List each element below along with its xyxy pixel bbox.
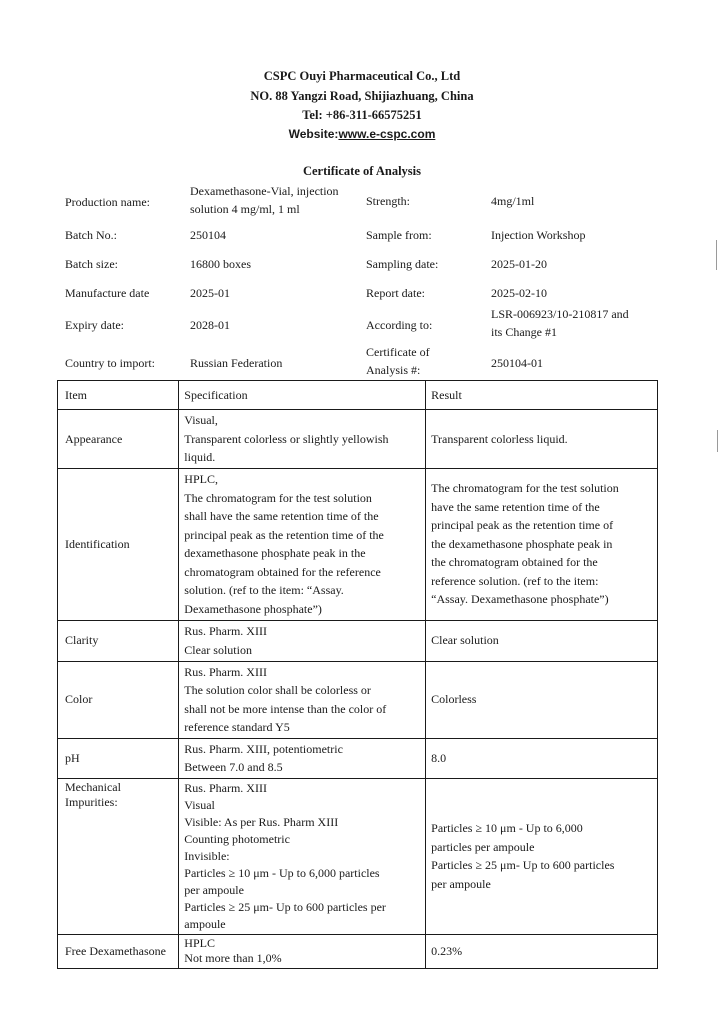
batch-size-value: 16800 boxes — [190, 257, 251, 271]
row-result: 0.23% — [426, 934, 658, 968]
row-result: Colorless — [426, 661, 658, 738]
expiry-date-value: 2028-01 — [190, 318, 230, 332]
batch-no-label: Batch No.: — [65, 228, 117, 242]
report-date-label: Report date: — [366, 286, 425, 300]
row-specification: Visual, Transparent colorless or slightly yellowish liquid. — [179, 410, 426, 469]
row-item: Identification — [58, 468, 179, 620]
expiry-date-label: Expiry date: — [65, 318, 124, 332]
row-specification: Rus. Pharm. XIII Visual Visible: As per Rus. Pharm XIII Counting photometric Invisible: Particles ≥ 10 μm - Up to 6,000 particles per ampoule Particles ≥ 25 μm- Up to 600 particles per ampoule — [179, 778, 426, 934]
report-date-value: 2025-02-10 — [491, 286, 547, 300]
company-website — [0, 127, 724, 141]
scan-mark — [717, 430, 718, 452]
table-header-row — [58, 381, 658, 410]
table-row — [58, 410, 658, 469]
row-result: Clear solution — [426, 620, 658, 661]
production-name-value: Dexamethasone-Vial, injection solution 4 mg/ml, 1 ml — [190, 184, 339, 216]
row-result: 8.0 — [426, 738, 658, 778]
row-item: Color — [58, 661, 179, 738]
table-row — [58, 620, 658, 661]
strength-label: Strength: — [366, 194, 410, 208]
certificate-number-value: 250104-01 — [491, 356, 543, 370]
row-item: Appearance — [58, 410, 179, 469]
company-name: CSPC Ouyi Pharmaceutical Co., Ltd — [263, 69, 461, 83]
manufacture-date-value: 2025-01 — [190, 286, 230, 300]
sample-from-value: Injection Workshop — [491, 228, 586, 242]
table-row — [58, 661, 658, 738]
table-row — [58, 468, 658, 620]
row-specification: Rus. Pharm. XIII, potentiometric Between 7.0 and 8.5 — [179, 738, 426, 778]
according-to-value: LSR-006923/10-210817 and its Change #1 — [491, 307, 629, 339]
header-result: Result — [426, 381, 658, 410]
website-link[interactable]: www.e-cspc.com — [338, 127, 436, 141]
row-result: Transparent colorless liquid. — [426, 410, 658, 469]
header-specification: Specification — [179, 381, 426, 410]
scan-mark — [716, 240, 717, 270]
analysis-table — [57, 380, 658, 969]
row-item: Free Dexamethasone — [58, 934, 179, 968]
table-row — [58, 934, 658, 968]
table-row — [58, 778, 658, 934]
batch-no-value: 250104 — [190, 228, 226, 242]
row-specification: HPLC, The chromatogram for the test solution shall have the same retention time of the principal peak as the retention time of the dexamethasone phosphate peak in the chromatogram obtained for the reference solution. (ref to the item: “Assay. Dexamethasone phosphate”) — [179, 468, 426, 620]
production-name-label: Production name: — [65, 195, 150, 209]
manufacture-date-label: Manufacture date — [65, 286, 150, 300]
row-result: The chromatogram for the test solution have the same retention time of the principal peak as the retention time of the dexamethasone phosphate peak in the chromatogram obtained for the reference solution. (ref to the item: “Assay. Dexamethasone phosphate”) — [426, 468, 658, 620]
row-result: Particles ≥ 10 μm - Up to 6,000 particles per ampoule Particles ≥ 25 μm- Up to 600 particles per ampoule — [426, 778, 658, 934]
sampling-date-value: 2025-01-20 — [491, 257, 547, 271]
sampling-date-label: Sampling date: — [366, 257, 439, 271]
according-to-label: According to: — [366, 318, 433, 332]
header-item: Item — [58, 381, 179, 410]
row-item: pH — [58, 738, 179, 778]
table-row — [58, 738, 658, 778]
row-item: Clarity — [58, 620, 179, 661]
sample-from-label: Sample from: — [366, 228, 432, 242]
company-phone: Tel: +86-311-66575251 — [302, 108, 422, 122]
row-item: Mechanical Impurities: — [58, 778, 179, 934]
row-specification: HPLC Not more than 1,0% — [179, 934, 426, 968]
company-address: NO. 88 Yangzi Road, Shijiazhuang, China — [250, 89, 474, 103]
certificate-title: Certificate of Analysis — [302, 164, 422, 178]
certificate-number-label: Certificate of Analysis #: — [366, 345, 430, 377]
batch-size-label: Batch size: — [65, 257, 118, 271]
website-label: Website: — [288, 127, 339, 141]
country-label: Country to import: — [65, 356, 155, 370]
country-value: Russian Federation — [190, 356, 283, 370]
row-specification: Rus. Pharm. XIII The solution color shall be colorless or shall not be more intense than the color of reference standard Y5 — [179, 661, 426, 738]
row-specification: Rus. Pharm. XIII Clear solution — [179, 620, 426, 661]
strength-value: 4mg/1ml — [491, 194, 535, 208]
